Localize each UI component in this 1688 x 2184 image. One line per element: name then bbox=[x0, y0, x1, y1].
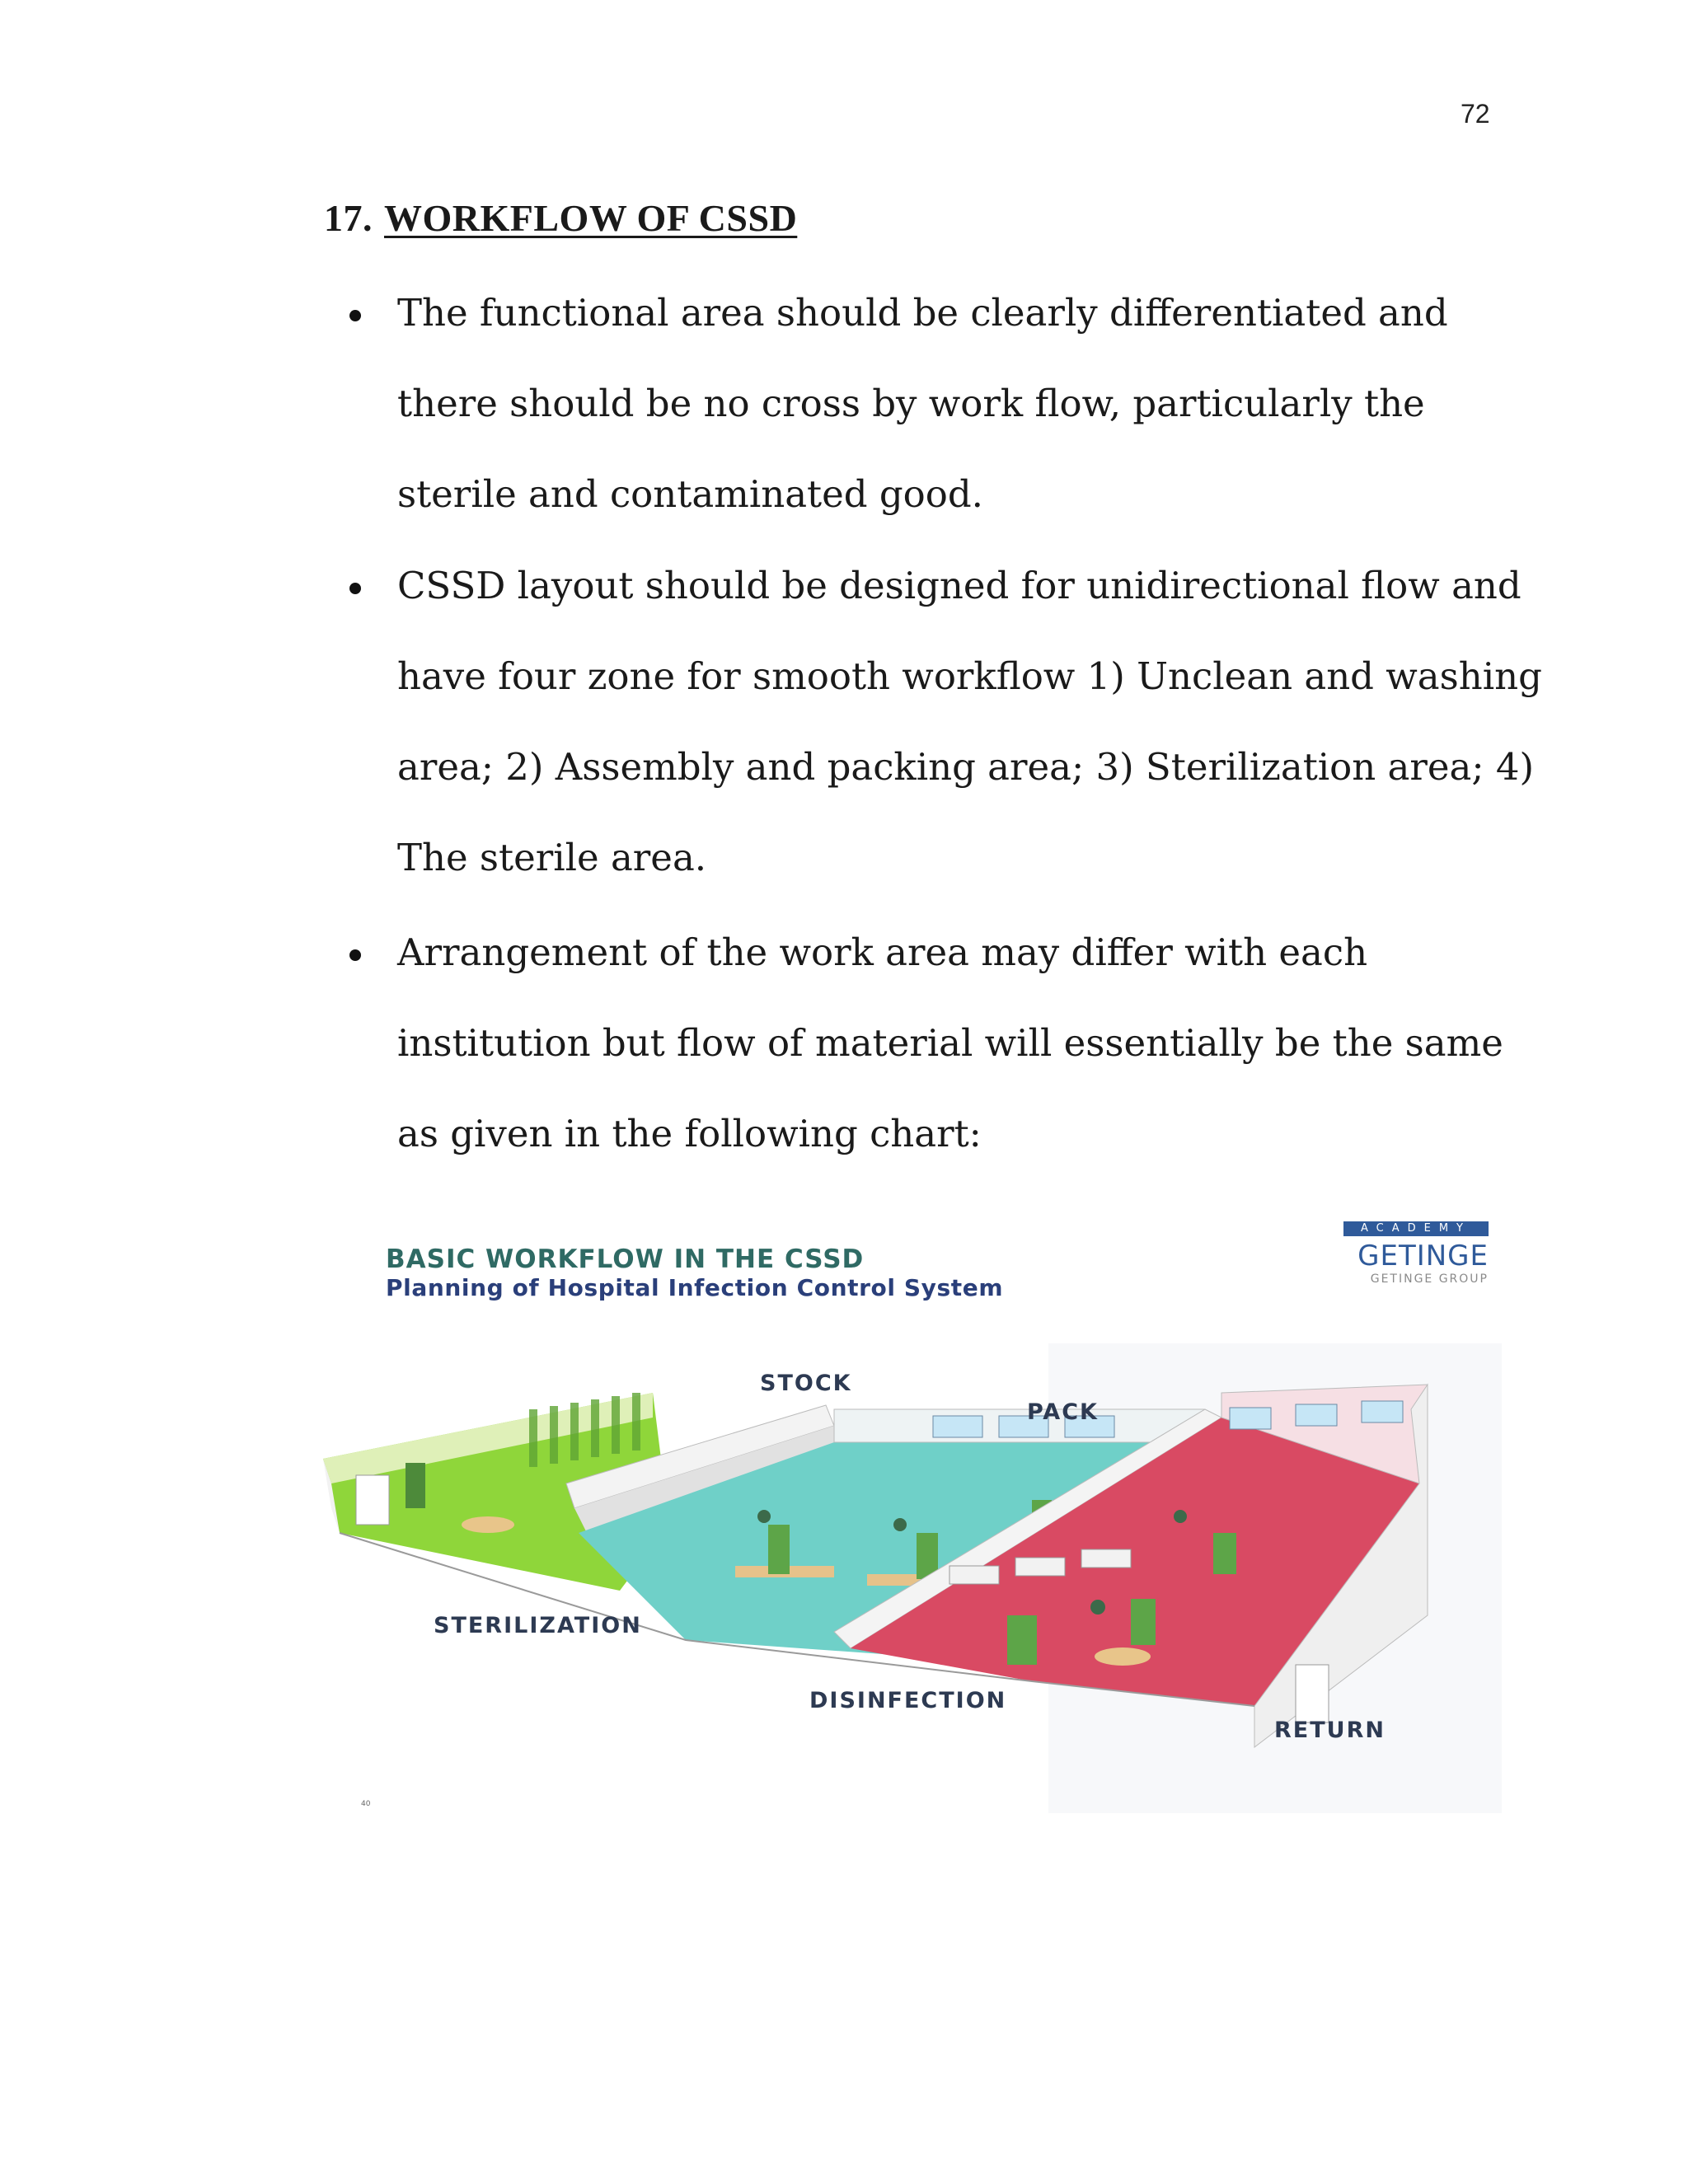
section-number: 17. bbox=[324, 197, 373, 239]
workflow-figure bbox=[307, 1212, 1502, 1838]
getinge-logo bbox=[1343, 1221, 1489, 1286]
bullet-line: Arrangement of the work area may differ with each bbox=[397, 930, 1368, 974]
zone-label-pack: PACK bbox=[1027, 1399, 1099, 1425]
figure-title: BASIC WORKFLOW IN THE CSSD bbox=[386, 1244, 865, 1274]
bullet-line: have four zone for smooth workflow 1) Unclean and washing bbox=[397, 654, 1542, 698]
bullet-line: there should be no cross by work flow, particularly the bbox=[397, 382, 1425, 425]
page-number: 72 bbox=[1461, 99, 1490, 129]
logo-wordmark: GETINGE bbox=[1357, 1240, 1489, 1272]
bullet-line: The functional area should be clearly differentiated and bbox=[397, 291, 1448, 335]
zone-label-return: RETURN bbox=[1274, 1718, 1386, 1743]
bullet-line: as given in the following chart: bbox=[397, 1112, 982, 1155]
bullet-line: institution but flow of material will essentially be the same bbox=[397, 1021, 1503, 1065]
bullet-line: sterile and contaminated good. bbox=[397, 472, 983, 516]
section-heading bbox=[324, 196, 797, 240]
logo-group-text: GETINGE GROUP bbox=[1370, 1272, 1489, 1286]
bullet-line: CSSD layout should be designed for unidirectional flow and bbox=[397, 564, 1522, 607]
section-title: WORKFLOW OF CSSD bbox=[384, 197, 798, 239]
bullet-marker bbox=[349, 949, 361, 961]
figure-subtitle: Planning of Hospital Infection Control System bbox=[386, 1274, 1004, 1301]
bullet-line: The sterile area. bbox=[397, 836, 707, 879]
zone-label-stock: STOCK bbox=[760, 1371, 852, 1396]
bullet-line: area; 2) Assembly and packing area; 3) Sterilization area; 4) bbox=[397, 745, 1535, 789]
bullet-marker bbox=[349, 310, 361, 321]
bullet-marker bbox=[349, 583, 361, 594]
logo-academy-bar: ACADEMY bbox=[1343, 1221, 1489, 1236]
zone-label-disinfection: DISINFECTION bbox=[809, 1688, 1007, 1713]
figure-footnote: 40 bbox=[361, 1800, 371, 1808]
zone-label-sterilization: STERILIZATION bbox=[434, 1613, 642, 1638]
